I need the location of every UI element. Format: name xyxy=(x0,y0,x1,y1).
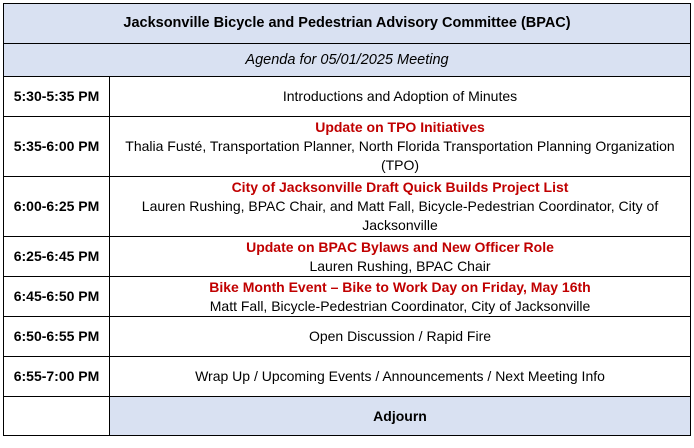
item-description: Open Discussion / Rapid Fire xyxy=(308,328,492,344)
item-description: Lauren Rushing, BPAC Chair, and Matt Fall, Bicycle-Pedestrian Coordinator, City of Jacksonville xyxy=(141,198,659,233)
agenda-item xyxy=(110,117,691,177)
item-title: Update on TPO Initiatives xyxy=(315,119,485,135)
adjourn-row xyxy=(4,397,691,436)
agenda-item xyxy=(110,177,691,237)
item-description: Wrap Up / Upcoming Events / Announcements / Next Meeting Info xyxy=(195,368,605,384)
agenda-item xyxy=(110,77,691,117)
time-slot: 6:45-6:50 PM xyxy=(4,277,110,317)
agenda-row xyxy=(4,117,691,177)
time-slot: 6:50-6:55 PM xyxy=(4,317,110,357)
agenda-table xyxy=(3,3,691,436)
adjourn-label: Adjourn xyxy=(110,397,691,436)
agenda-row xyxy=(4,277,691,317)
time-slot: 6:00-6:25 PM xyxy=(4,177,110,237)
agenda-row xyxy=(4,77,691,117)
item-title: Update on BPAC Bylaws and New Officer Role xyxy=(246,238,554,255)
agenda-row xyxy=(4,317,691,357)
agenda-row xyxy=(4,237,691,277)
agenda-row xyxy=(4,177,691,237)
time-slot: 5:30-5:35 PM xyxy=(4,77,110,117)
time-slot: 6:55-7:00 PM xyxy=(4,357,110,397)
agenda-item xyxy=(110,237,691,277)
agenda-item xyxy=(110,277,691,317)
item-title: City of Jacksonville Draft Quick Builds Project List xyxy=(231,179,569,195)
header-row xyxy=(4,4,691,44)
item-description: Thalia Fusté, Transportation Planner, North Florida Transportation Planning Organization (TPO) xyxy=(125,138,675,173)
item-description: Lauren Rushing, BPAC Chair xyxy=(309,257,491,274)
time-slot: 6:25-6:45 PM xyxy=(4,237,110,277)
subheader-row xyxy=(4,44,691,77)
agenda-item xyxy=(110,317,691,357)
item-description: Matt Fall, Bicycle-Pedestrian Coordinator, City of Jacksonville xyxy=(209,297,591,314)
blank-time-cell xyxy=(4,397,110,436)
agenda-date: Agenda for 05/01/2025 Meeting xyxy=(4,44,691,77)
agenda-item xyxy=(110,357,691,397)
agenda-row xyxy=(4,357,691,397)
item-title: Bike Month Event – Bike to Work Day on Friday, May 16th xyxy=(209,278,591,295)
time-slot: 5:35-6:00 PM xyxy=(4,117,110,177)
item-description: Introductions and Adoption of Minutes xyxy=(282,88,518,104)
committee-title: Jacksonville Bicycle and Pedestrian Advisory Committee (BPAC) xyxy=(4,4,691,44)
